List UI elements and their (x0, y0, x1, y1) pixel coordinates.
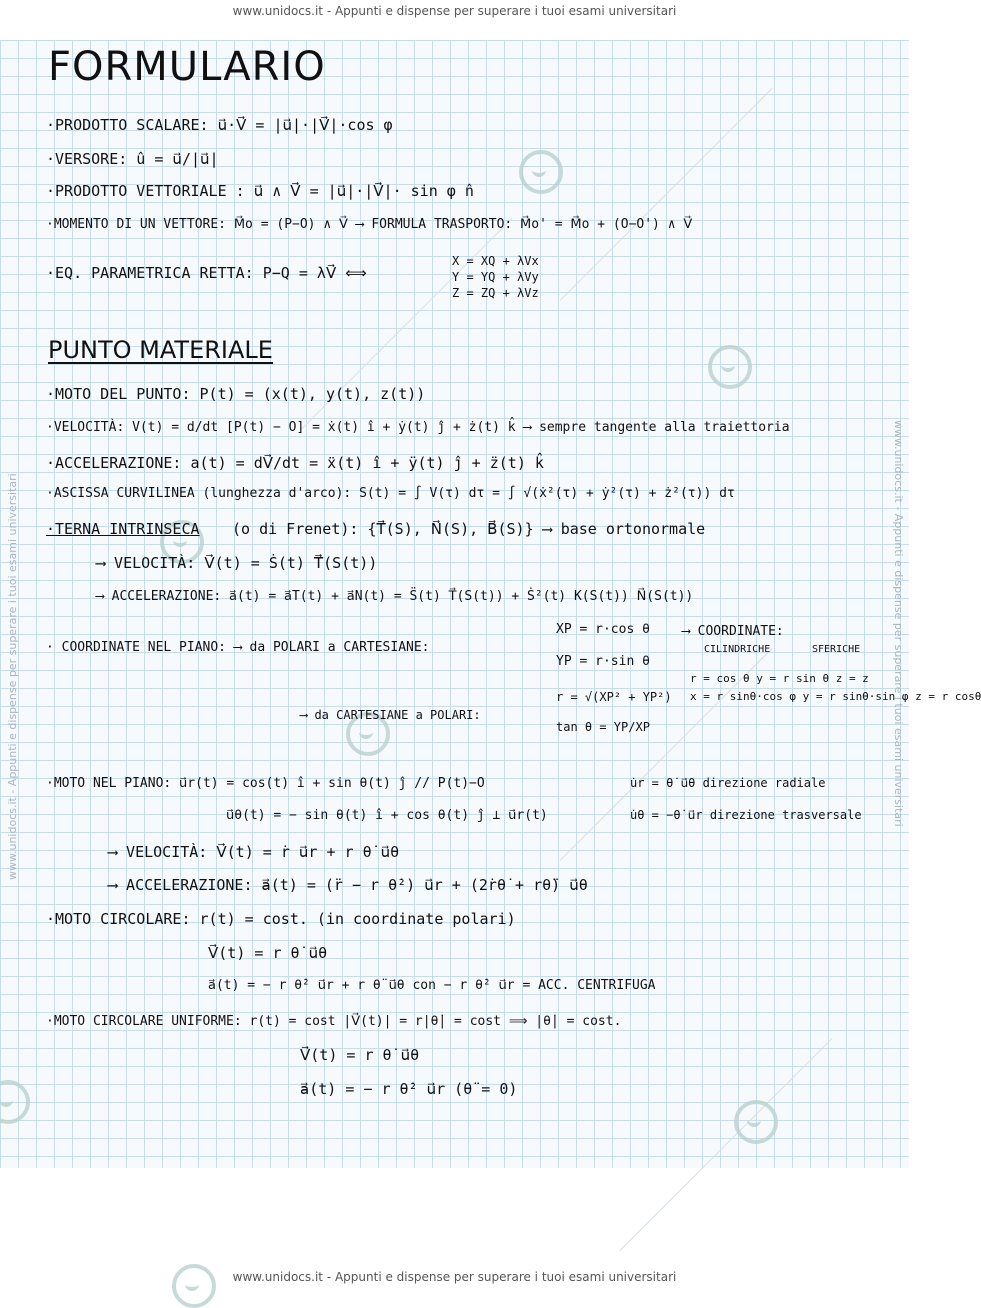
formula-line: x = r sinθ·cos φ y = r sinθ·sin φ z = r cosθ (690, 690, 981, 703)
formula-line: r = √(XP² + YP²) (556, 690, 672, 704)
formula-line: ·PRODOTTO VETTORIALE : u⃗ ∧ V⃗ = |u⃗|·|V⃗|· sin φ n̂ (46, 182, 474, 200)
page-title: FORMULARIO (48, 44, 326, 90)
formula-line: ·MOTO CIRCOLARE: r(t) = cost. (in coordinate polari) (46, 910, 516, 928)
formula-line: (o di Frenet): {T⃗(S), N⃗(S), B⃗(S)} ⟶ base ortonormale (232, 520, 706, 538)
formula-line: tan θ = YP/XP (556, 720, 650, 734)
formula-line: SFERICHE (812, 644, 861, 655)
unidocs-logo-icon (519, 150, 563, 194)
formula-line: · COORDINATE NEL PIANO: ⟶ da POLARI a CARTESIANE: (46, 640, 430, 655)
formula-line: ⟶ VELOCITÀ: V⃗(t) = ṙ u⃗r + r θ̇ u⃗θ (108, 843, 400, 861)
watermark-header: www.unidocs.it - Appunti e dispense per superare i tuoi esami universitari (232, 4, 677, 18)
formula-line: V⃗(t) = r θ̇ u⃗θ (208, 944, 328, 962)
formula-line: ⟶ ACCELERAZIONE: a⃗(t) = a⃗T(t) + a⃗N(t) = S̈(t) T⃗(S(t)) + Ṡ²(t) K(S(t)) N⃗(S(t)) (96, 589, 694, 604)
formula-line: u⃗θ(t) = − sin θ(t) î + cos θ(t) ĵ ⊥ u⃗r(t) (226, 808, 548, 823)
formula-line: ·ACCELERAZIONE: a(t) = dV⃗/dt = ẍ(t) î + ÿ(t) ĵ + z̈(t) k̂ (46, 454, 544, 472)
formula-line: ·PRODOTTO SCALARE: u⃗·V⃗ = |u⃗|·|V⃗|·cos φ (46, 116, 393, 134)
section-title: PUNTO MATERIALE (48, 336, 273, 364)
formula-line: a⃗(t) = − r θ̇² u⃗r (θ̈ = 0) (300, 1080, 518, 1098)
watermark-footer: www.unidocs.it - Appunti e dispense per superare i tuoi esami universitari (232, 1270, 677, 1284)
formula-line: ⟶ COORDINATE: (682, 624, 784, 639)
formula-line: Z = ZQ + λVz (452, 286, 539, 300)
watermark-side-left: www.unidocs.it - Appunti e dispense per superare i tuoi esami universitari (6, 473, 19, 880)
formula-line: ⟶ da CARTESIANE a POLARI: (300, 708, 481, 722)
formula-line: V⃗(t) = r θ̇ u⃗θ (300, 1046, 420, 1064)
formula-line: ·TERNA INTRINSECA (46, 520, 200, 538)
formula-line: ·VELOCITÀ: V(t) = d/dt [P(t) − O] = ẋ(t) î + ẏ(t) ĵ + ż(t) k̂ ⟶ sempre tangente alla traiettoria (46, 420, 790, 435)
unidocs-logo-icon (708, 345, 752, 389)
formula-line: ·ASCISSA CURVILINEA (lunghezza d'arco): S(t) = ∫ V(τ) dτ = ∫ √(ẋ²(τ) + ẏ²(τ) + ż²(τ)) dτ (46, 486, 735, 501)
formula-line: ·MOMENTO DI UN VETTORE: M⃗o = (P−O) ∧ V⃗ ⟶ FORMULA TRASPORTO: M⃗o' = M⃗o + (O−O') ∧ V⃗ (46, 217, 693, 232)
formula-line: Y = YQ + λVy (452, 270, 539, 284)
formula-line: ·EQ. PARAMETRICA RETTA: P−Q = λV⃗ ⟺ (46, 264, 367, 282)
unidocs-logo-icon (734, 1100, 778, 1144)
formula-line: ·MOTO NEL PIANO: u⃗r(t) = cos(t) î + sin θ(t) ĵ // P(t)−O (46, 776, 485, 791)
formula-line: ⟶ ACCELERAZIONE: a⃗(t) = (r̈ − r θ̇²) u⃗r + (2ṙθ̇ + rθ̈) u⃗θ (108, 876, 588, 894)
formula-line: YP = r·sin θ (556, 654, 650, 669)
formula-line: u̇θ = −θ̇ u⃗r direzione trasversale (630, 808, 862, 822)
formula-line: a⃗(t) = − r θ̇² u⃗r + r θ̈ u⃗θ con − r θ̇² u⃗r = ACC. CENTRIFUGA (208, 978, 656, 993)
watermark-side-right: www.unidocs.it - Appunti e dispense per superare i tuoi esami universitari (892, 420, 905, 827)
formula-line: u̇r = θ̇ u⃗θ direzione radiale (630, 776, 826, 790)
formula-line: XP = r·cos θ (556, 622, 650, 637)
formula-line: ·VERSORE: û = u⃗/|u⃗| (46, 150, 219, 168)
grid-paper-background (0, 40, 909, 1168)
formula-line: ·MOTO CIRCOLARE UNIFORME: r(t) = cost |V⃗(t)| = r|θ̇| = cost ⟹ |θ̇| = cost. (46, 1014, 622, 1029)
formula-line: r = cos θ y = r sin θ z = z (690, 672, 869, 685)
formula-line: X = XQ + λVx (452, 254, 539, 268)
formula-line: ·MOTO DEL PUNTO: P(t) = (x(t), y(t), z(t)) (46, 385, 426, 403)
formula-line: CILINDRICHE (704, 644, 771, 655)
formula-line: ⟶ VELOCITÀ: V⃗(t) = Ṡ(t) T⃗(S(t)) (96, 554, 378, 572)
